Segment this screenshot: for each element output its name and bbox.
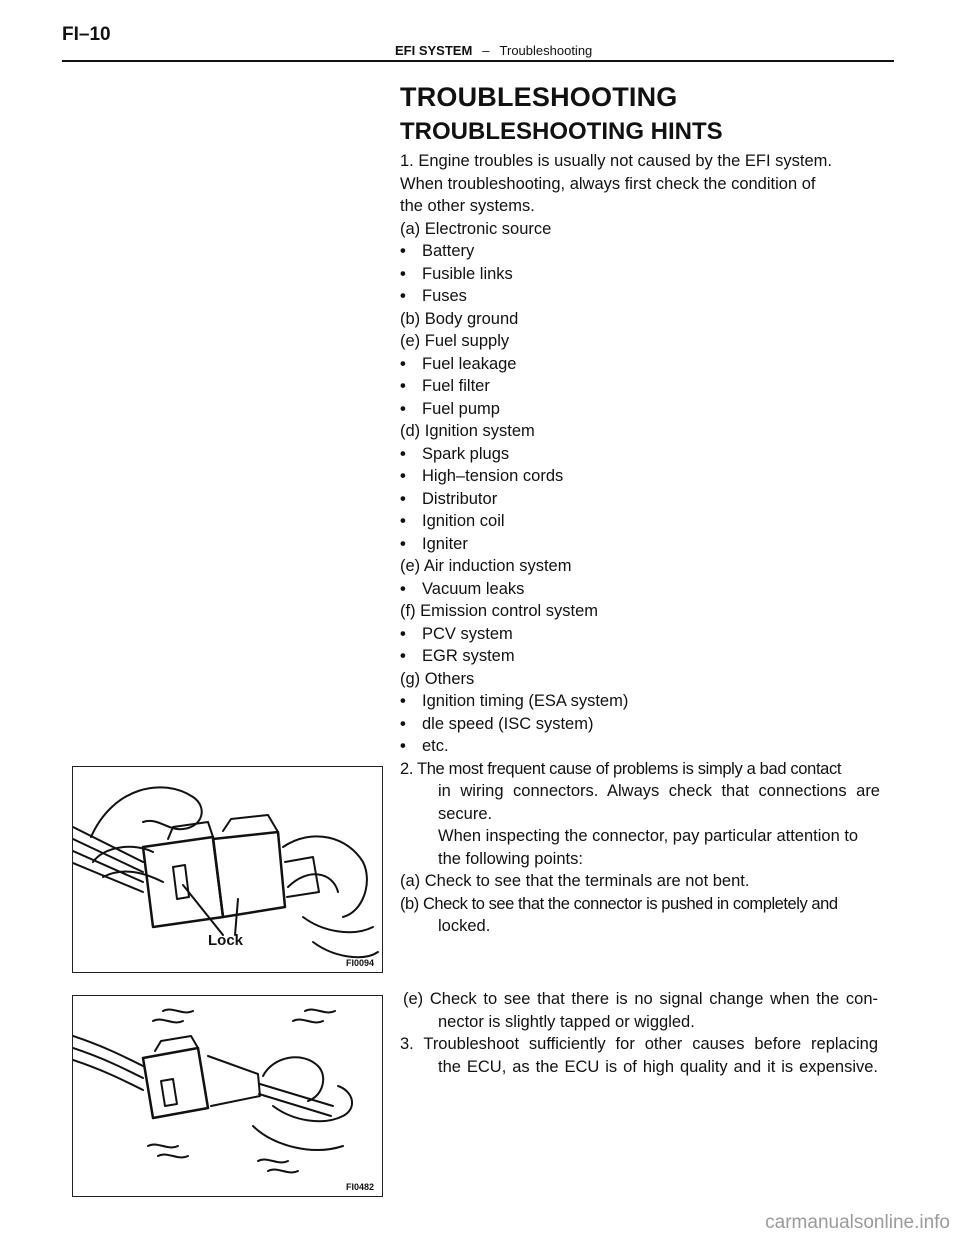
list-item: • Battery [400,240,880,263]
list-item: • Distributor [400,488,880,511]
text-line: (e) Check to see that there is no signal change when the con- [403,990,878,1008]
text-line: the following points: [438,849,583,868]
list-item: • dle speed (ISC system) [400,713,880,736]
connector-lock-figure [72,766,383,973]
text-line: in wiring connectors. Always check that connections are [438,782,880,800]
list-item: • etc. [400,735,880,758]
header-rule [62,60,894,62]
list-item: • Ignition timing (ESA system) [400,690,880,713]
list-item: • Fuses [400,285,880,308]
list-item: • Vacuum leaks [400,578,880,601]
list-item: • High–tension cords [400,465,880,488]
text-line: secure. [438,804,493,823]
list-item: • Fuel filter [400,375,880,398]
text-line: (a) Check to see that the terminals are not bent. [400,872,750,890]
list-item: • PCV system [400,623,880,646]
text-line: 2. The most frequent cause of problems is simply a bad contact [400,759,842,778]
page-title: TROUBLESHOOTING [400,82,678,112]
list-item: • Spark plugs [400,443,880,466]
list-item: • EGR system [400,645,880,668]
connector-wiggle-illustration [73,996,382,1196]
list-item: • Igniter [400,533,880,556]
header-section: EFI SYSTEM [395,43,473,58]
list-heading: (a) Electronic source [400,219,552,238]
watermark-text: carmanualsonline.info [765,1212,950,1233]
list-heading: (g) Others [400,669,475,688]
list-item: • Ignition coil [400,510,880,533]
figure-code: FI0094 [345,958,374,968]
text-line: 1. Engine troubles is usually not caused by the EFI system. [400,152,832,170]
text-line: locked. [438,917,491,935]
troubleshooting-text [400,150,880,938]
text-line: the ECU, as the ECU is of high quality and it is expensive. [438,1057,878,1076]
list-heading: (b) Body ground [400,309,519,328]
text-line: When troubleshooting, always first check the condition of [400,174,816,193]
header-subsection: Troubleshooting [499,43,593,58]
list-heading: (e) Air induction system [400,557,572,575]
lock-label: Lock [208,932,244,949]
figure-code: FI0482 [345,1182,374,1192]
list-item: • Fusible links [400,263,880,286]
section-title: TROUBLESHOOTING HINTS [400,118,723,145]
list-heading: (d) Ignition system [400,422,535,440]
text-line: the other systems. [400,197,535,215]
list-item: • Fuel leakage [400,353,880,376]
list-item: • Fuel pump [400,398,880,421]
text-line: 3. Troubleshoot sufficiently for other causes before replacing [400,1035,878,1053]
header-separator: – [482,43,490,58]
connector-wiggle-figure [72,995,383,1197]
text-line: nector is slightly tapped or wiggled. [438,1012,695,1031]
list-heading: (f) Emission control system [400,602,599,620]
running-header [395,43,592,58]
page-code: FI–10 [62,24,111,45]
text-line: When inspecting the connector, pay particular attention to [438,827,859,845]
list-heading: (e) Fuel supply [400,332,510,350]
troubleshooting-text-continued [400,988,878,1078]
text-line: (b) Check to see that the connector is pushed in completely and [400,894,838,913]
